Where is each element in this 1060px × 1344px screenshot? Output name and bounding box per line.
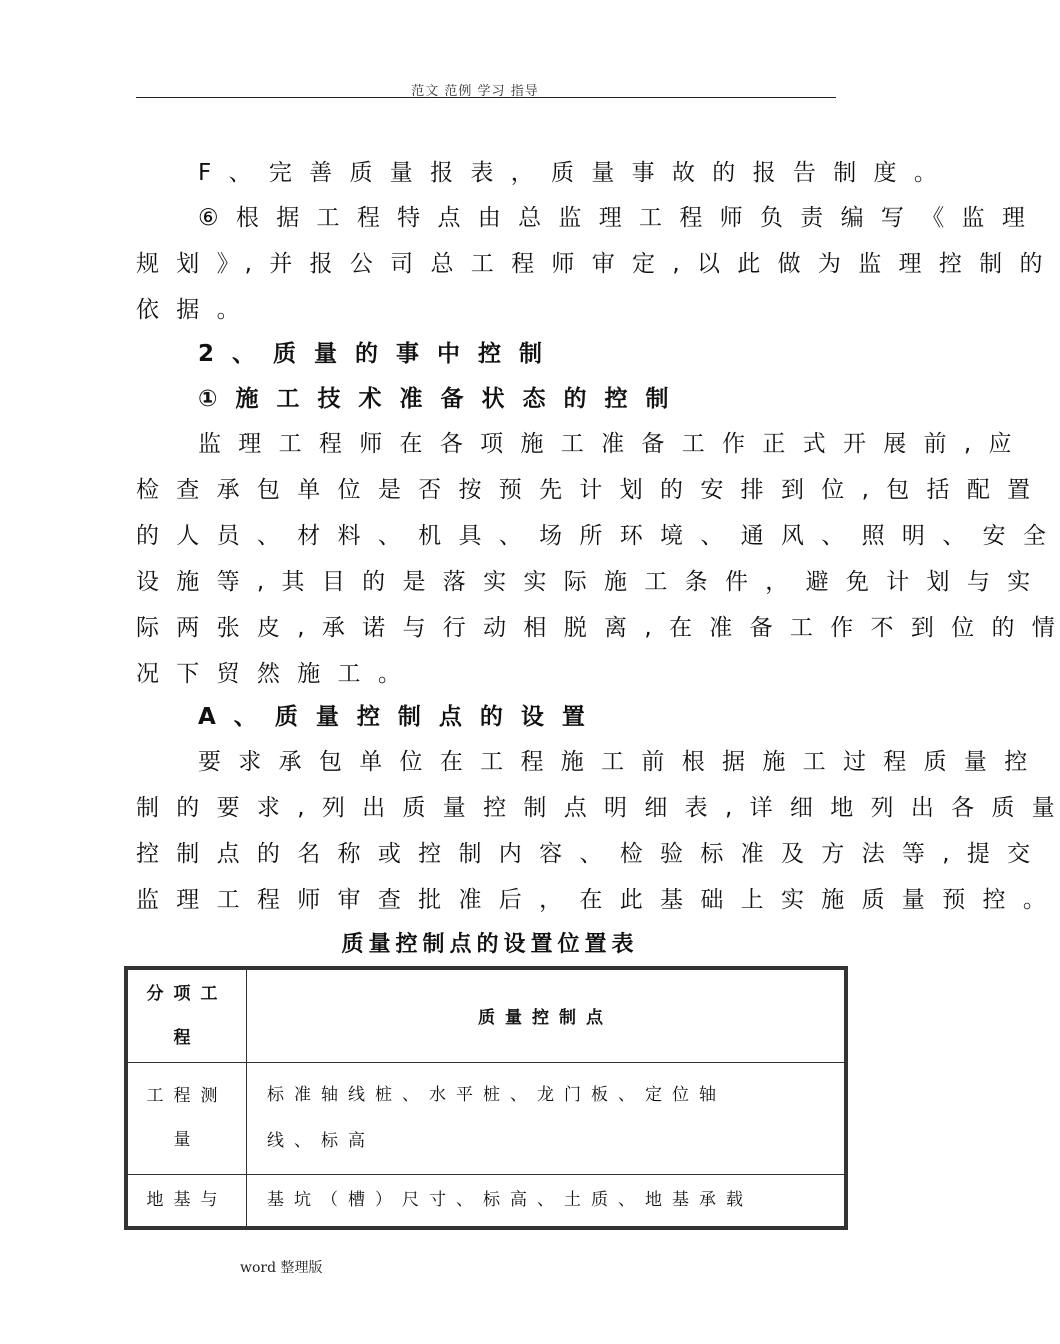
cell-text: 标准轴线桩、水平桩、龙门板、定位轴: [267, 1085, 726, 1105]
heading-text: A 、 质 量 控 制 点 的 设 置: [198, 704, 590, 730]
header-cell-control-point: [247, 968, 847, 1062]
cell-text: 工程测: [146, 1086, 228, 1106]
text-line: 控 制 点 的 名 称 或 控 制 内 容 、 检 验 标 准 及 方 法 等 , 提 交: [136, 841, 1036, 867]
text-line: 制 的 要 求 , 列 出 质 量 控 制 点 明 细 表 , 详 细 地 列 出 各 质 量: [136, 795, 1060, 821]
cell-text: 质量控制点: [478, 1008, 613, 1029]
table-header-row: [126, 968, 846, 1062]
text-line: F 、 完 善 质 量 报 表 ， 质 量 事 故 的 报 告 制 度 。: [198, 160, 942, 186]
text-line: ⑥ 根 据 工 程 特 点 由 总 监 理 工 程 师 负 责 编 写 《 监 理: [198, 205, 1030, 231]
cell-text: 线、标高: [267, 1131, 375, 1151]
subsection-heading-a: [136, 694, 898, 740]
row-label-cell: [126, 1062, 247, 1174]
text-line: 设 施 等 , 其 目 的 是 落 实 实 际 施 工 条 件 ， 避 免 计 划 与 实: [136, 569, 1036, 595]
text-line: 际 两 张 皮 , 承 诺 与 行 动 相 脱 离 , 在 准 备 工 作 不 到 位 的 情: [136, 615, 1060, 641]
text-line: 依 据 。: [136, 297, 245, 323]
text-line: 监 理 工 程 师 审 查 批 准 后 ， 在 此 基 础 上 实 施 质 量 预 控 。: [136, 887, 1051, 913]
text-line: 要 求 承 包 单 位 在 工 程 施 工 前 根 据 施 工 过 程 质 量 控: [198, 749, 1033, 775]
header-divider: [136, 97, 836, 98]
cell-text: 地基与: [146, 1190, 228, 1211]
table-row: [126, 1062, 846, 1174]
text-line: 规 划 》, 并 报 公 司 总 工 程 师 审 定 , 以 此 做 为 监 理 控 制 的: [136, 251, 1048, 277]
cell-text: 基坑（槽）尺寸、标高、土质、地基承载: [267, 1190, 753, 1211]
paragraph-control-points: [136, 739, 1060, 923]
section-heading: [136, 331, 898, 377]
page-header: 范文 范例 学习 指导: [411, 84, 539, 99]
page-footer: word 整理版: [240, 1260, 323, 1276]
paragraph-6: [136, 195, 1048, 333]
cell-text: 量: [173, 1130, 201, 1150]
control-points-table: [124, 966, 848, 1230]
heading-text: ① 施 工 技 术 准 备 状 态 的 控 制: [198, 386, 674, 412]
table-title: 质量控制点的设置位置表: [341, 932, 639, 957]
heading-text: 2 、 质 量 的 事 中 控 制: [198, 341, 548, 367]
subsection-heading: [136, 376, 898, 422]
cell-text: 分项工: [146, 983, 228, 1004]
paragraph-prep-control: [136, 421, 1060, 697]
table-row: [126, 1174, 846, 1228]
paragraph-f: [136, 150, 942, 196]
row-content-cell: [247, 1174, 847, 1228]
header-cell-project: [126, 968, 247, 1062]
cell-text: 程: [173, 1027, 201, 1048]
text-line: 检 查 承 包 单 位 是 否 按 预 先 计 划 的 安 排 到 位 , 包 括 配 置: [136, 477, 1036, 503]
text-line: 况 下 贸 然 施 工 。: [136, 661, 406, 687]
row-content-cell: [247, 1062, 847, 1174]
text-line: 的 人 员 、 材 料 、 机 具 、 场 所 环 境 、 通 风 、 照 明 、 安 全: [136, 523, 1051, 549]
text-line: 监 理 工 程 师 在 各 项 施 工 准 备 工 作 正 式 开 展 前 , 应: [198, 431, 1017, 457]
row-label-cell: [126, 1174, 247, 1228]
